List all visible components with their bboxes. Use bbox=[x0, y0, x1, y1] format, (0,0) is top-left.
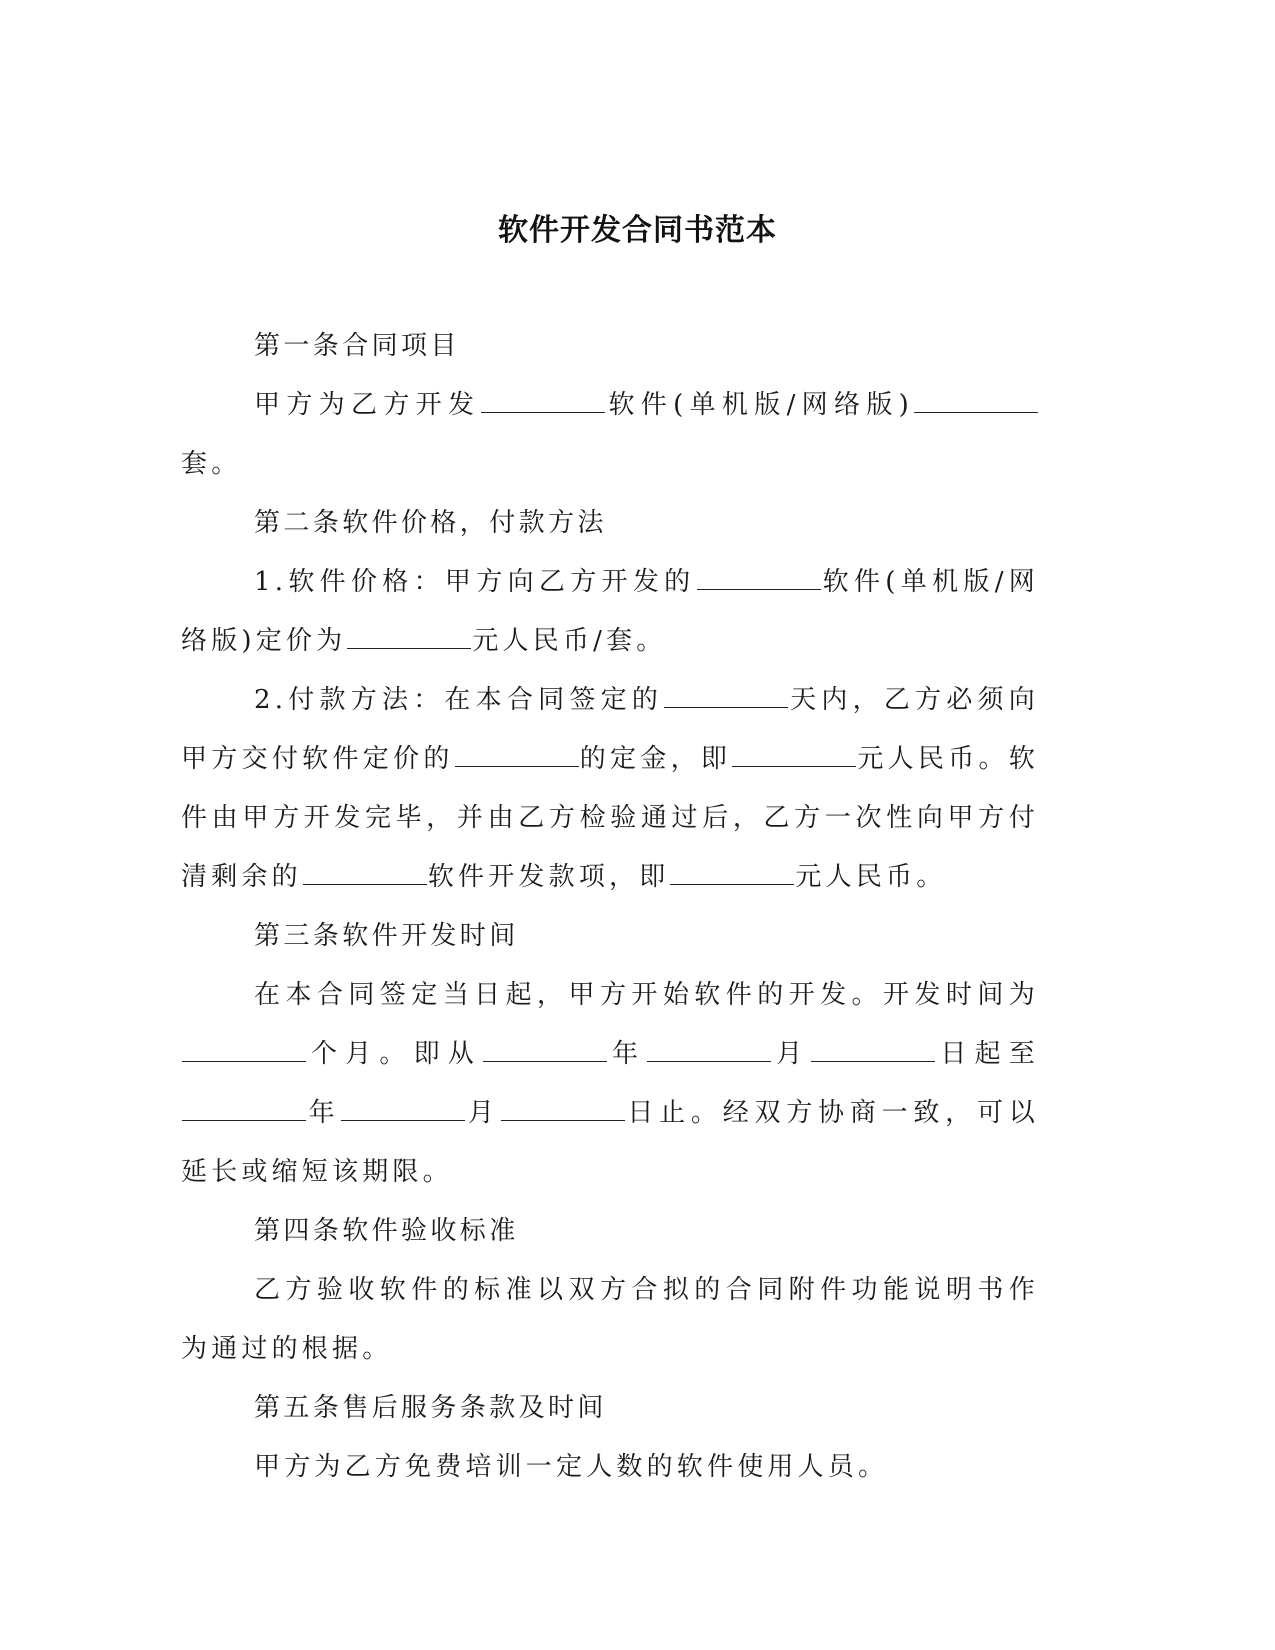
paragraph bbox=[181, 966, 1039, 1202]
fill-in-blank[interactable] bbox=[664, 706, 788, 708]
paragraph-text: 年 bbox=[608, 1039, 647, 1069]
paragraph-text: 套。 bbox=[181, 449, 242, 479]
fill-in-blank[interactable] bbox=[182, 1060, 306, 1062]
fill-in-blank[interactable] bbox=[670, 883, 794, 885]
fill-in-blank[interactable] bbox=[811, 1060, 935, 1062]
paragraph-text: 日起至 bbox=[936, 1039, 1039, 1069]
fill-in-blank[interactable] bbox=[732, 765, 856, 767]
paragraph-text: 元人民币/套。 bbox=[472, 626, 667, 656]
section-heading bbox=[181, 1379, 1039, 1438]
paragraph-text: 软件开发款项，即 bbox=[427, 862, 670, 892]
paragraph bbox=[181, 1261, 1039, 1379]
paragraph-text: 甲方为乙方免费培训一定人数的软件使用人员。 bbox=[254, 1452, 889, 1482]
paragraph-text: 第五条售后服务条款及时间 bbox=[254, 1393, 607, 1423]
fill-in-blank[interactable] bbox=[647, 1060, 771, 1062]
paragraph bbox=[181, 1438, 1039, 1497]
fill-in-blank[interactable] bbox=[501, 1119, 625, 1121]
fill-in-blank[interactable] bbox=[914, 411, 1038, 413]
paragraph-text: 第四条软件验收标准 bbox=[254, 1216, 519, 1246]
fill-in-blank[interactable] bbox=[483, 1060, 607, 1062]
section-heading bbox=[181, 317, 1039, 376]
paragraph-text: 软件(单机版/网络版)定价为 bbox=[181, 567, 1039, 656]
fill-in-blank[interactable] bbox=[182, 1119, 306, 1121]
paragraph-text: 在本合同签定当日起，甲方开始软件的开发。开发时间为 bbox=[254, 980, 1039, 1010]
paragraph-text: 元人民币。软件由甲方开发完毕，并由乙方检验通过后，乙方一次性向甲方付清剩余的 bbox=[181, 744, 1039, 892]
document-title: 软件开发合同书范本 bbox=[498, 213, 777, 248]
paragraph-text: 软件(单机版/网络版) bbox=[606, 390, 913, 420]
paragraph-text: 第三条软件开发时间 bbox=[254, 921, 519, 951]
paragraph-text: 乙方验收软件的标准以双方合拟的合同附件功能说明书作为通过的根据。 bbox=[181, 1275, 1039, 1364]
paragraph-text: 个月。即从 bbox=[307, 1039, 482, 1069]
paragraph-text: 1.软件价格：甲方向乙方开发的 bbox=[254, 567, 696, 597]
paragraph-text: 日止。经双方协商一致，可以延长或缩短该期限。 bbox=[181, 1098, 1039, 1187]
document-body bbox=[181, 317, 1039, 1497]
paragraph bbox=[181, 376, 1039, 494]
paragraph-text: 2.付款方法：在本合同签定的 bbox=[254, 685, 664, 715]
fill-in-blank[interactable] bbox=[347, 647, 471, 649]
paragraph-text: 甲方为乙方开发 bbox=[254, 390, 481, 420]
paragraph-text: 月 bbox=[466, 1098, 500, 1128]
paragraph-text: 天内，乙方必须向甲方交付软件定价的 bbox=[181, 685, 1039, 774]
paragraph-text: 第一条合同项目 bbox=[254, 331, 460, 361]
section-heading bbox=[181, 907, 1039, 966]
fill-in-blank[interactable] bbox=[341, 1119, 465, 1121]
paragraph-text: 年 bbox=[307, 1098, 341, 1128]
fill-in-blank[interactable] bbox=[455, 765, 579, 767]
paragraph-text: 第二条软件价格，付款方法 bbox=[254, 508, 607, 538]
paragraph-text: 的定金，即 bbox=[579, 744, 732, 774]
paragraph bbox=[181, 671, 1039, 907]
paragraph-text: 月 bbox=[772, 1039, 811, 1069]
paragraph bbox=[181, 553, 1039, 671]
fill-in-blank[interactable] bbox=[303, 883, 427, 885]
fill-in-blank[interactable] bbox=[481, 411, 605, 413]
fill-in-blank[interactable] bbox=[697, 588, 821, 590]
paragraph-text: 元人民币。 bbox=[795, 862, 947, 892]
section-heading bbox=[181, 494, 1039, 553]
section-heading bbox=[181, 1202, 1039, 1261]
